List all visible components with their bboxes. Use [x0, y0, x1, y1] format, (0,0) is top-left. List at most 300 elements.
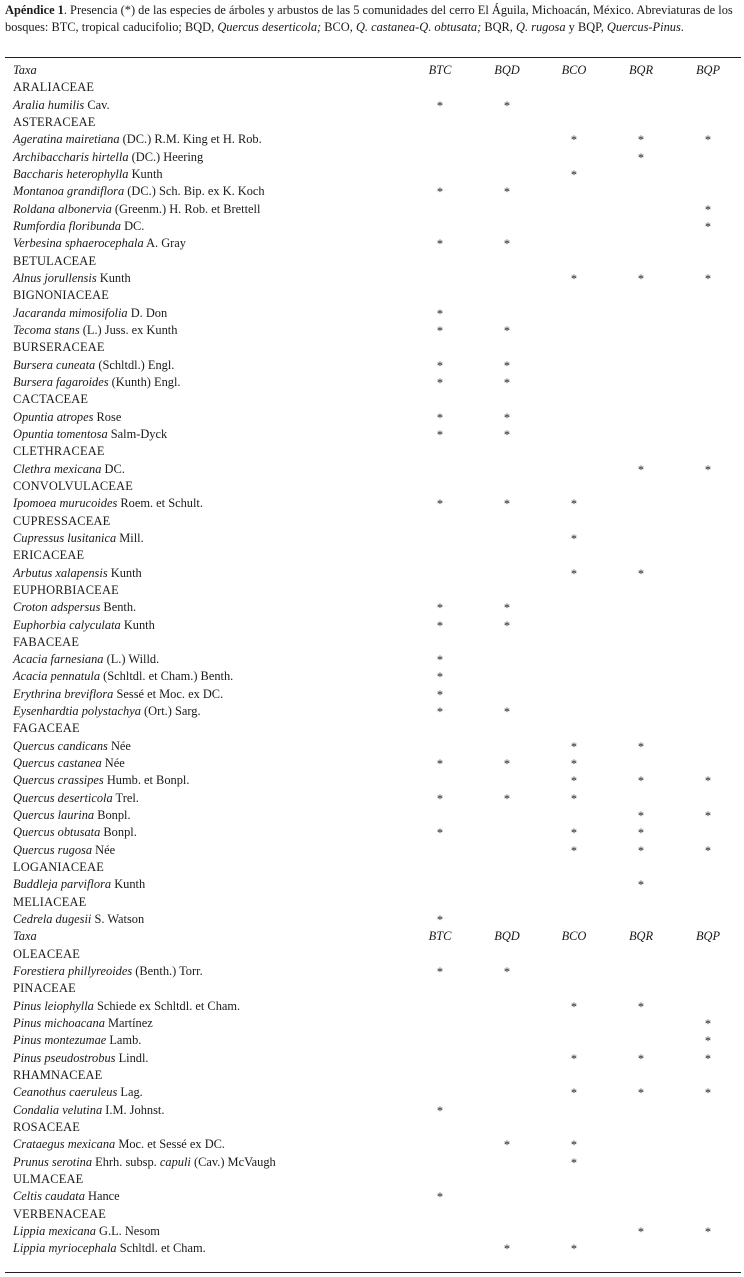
- presence-mark: *: [503, 98, 511, 113]
- presence-mark: *: [637, 774, 645, 789]
- species-row: [0, 305, 744, 322]
- presence-mark: *: [704, 809, 712, 824]
- header-bco: BCO: [561, 929, 587, 944]
- species-row: [0, 807, 744, 824]
- species-author: (Ort.) Sarg.: [140, 704, 201, 719]
- species-name: [13, 824, 137, 841]
- species-name: [13, 790, 139, 807]
- presence-mark: *: [503, 497, 511, 512]
- species-binomial: Buddleja parviflora: [13, 877, 112, 892]
- family-row: [0, 1206, 744, 1223]
- family-row: [0, 253, 744, 270]
- family-name: RHAMNACEAE: [13, 1068, 103, 1083]
- species-name: [13, 1084, 143, 1101]
- family-name: PINACEAE: [13, 981, 76, 996]
- family-row: [0, 478, 744, 495]
- presence-mark: *: [503, 237, 511, 252]
- family-name: VERBENACEAE: [13, 1206, 107, 1221]
- species-row: [0, 409, 744, 426]
- family-row: [0, 443, 744, 460]
- presence-mark: *: [570, 1242, 578, 1257]
- presence-mark: *: [436, 826, 444, 841]
- species-author: Bonpl.: [100, 825, 137, 840]
- species-binomial: Euphorbia calyculata: [13, 617, 121, 632]
- species-row: [0, 1102, 744, 1119]
- species-binomial: Acacia farnesiana: [13, 652, 104, 667]
- presence-mark: *: [503, 618, 511, 633]
- presence-mark: *: [704, 202, 712, 217]
- family-row: [0, 391, 744, 408]
- species-binomial: Tecoma stans: [13, 322, 80, 337]
- species-author: A. Gray: [143, 236, 186, 251]
- family-name: ARALIACEAE: [13, 80, 95, 95]
- species-binomial: Pinus michoacana: [13, 1016, 105, 1031]
- presence-mark: *: [436, 185, 444, 200]
- species-binomial: Quercus castanea: [13, 756, 102, 771]
- presence-mark: *: [436, 653, 444, 668]
- species-row: [0, 738, 744, 755]
- presence-mark: *: [570, 999, 578, 1014]
- presence-mark: *: [637, 843, 645, 858]
- family-name: CLETHRACEAE: [13, 444, 105, 459]
- species-binomial: Condalia velutina: [13, 1102, 103, 1117]
- family-name: EUPHORBIACEAE: [13, 582, 119, 597]
- species-author: Lag.: [117, 1085, 143, 1100]
- family-row: [0, 1171, 744, 1188]
- species-row: [0, 842, 744, 859]
- presence-mark: *: [637, 133, 645, 148]
- species-author: D. Don: [127, 305, 168, 320]
- species-author: Kunth: [120, 617, 155, 632]
- presence-mark: *: [436, 497, 444, 512]
- family-row: [0, 946, 744, 963]
- family-name: FAGACEAE: [13, 721, 80, 736]
- header-bqp: BQP: [695, 63, 721, 77]
- species-row: [0, 357, 744, 374]
- species-row: [0, 911, 744, 928]
- species-row: [0, 201, 744, 218]
- presence-mark: *: [503, 375, 511, 390]
- species-author: Schiede ex Schltdl. et Cham.: [93, 998, 241, 1013]
- species-row: [0, 149, 744, 166]
- presence-mark: *: [436, 618, 444, 633]
- species-author: Kunth: [96, 270, 131, 285]
- presence-mark: *: [637, 809, 645, 824]
- family-row: [0, 720, 744, 737]
- species-author: (Kunth) Engl.: [108, 374, 181, 389]
- species-name: [13, 1136, 225, 1153]
- header-bco: BCO: [561, 63, 587, 77]
- species-infraspecific: capuli: [159, 1154, 191, 1169]
- presence-mark: *: [436, 427, 444, 442]
- presence-mark: *: [503, 791, 511, 806]
- presence-mark: *: [436, 757, 444, 772]
- species-binomial: Clethra mexicana: [13, 461, 102, 476]
- caption-label: Apéndice 1: [5, 3, 64, 17]
- species-row: [0, 1223, 744, 1240]
- species-row: [0, 426, 744, 443]
- species-name: [13, 565, 142, 582]
- species-binomial: Erythrina breviflora: [13, 686, 114, 701]
- family-row: [0, 1067, 744, 1084]
- species-name: [13, 1050, 149, 1067]
- family-row: [0, 634, 744, 651]
- presence-mark: *: [570, 167, 578, 182]
- species-name: [13, 842, 115, 859]
- presence-mark: *: [503, 410, 511, 425]
- species-binomial: Baccharis heterophylla: [13, 166, 129, 181]
- species-author: DC.: [101, 461, 125, 476]
- family-name: FABACEAE: [13, 634, 80, 649]
- species-binomial: Cupressus lusitanica: [13, 530, 117, 545]
- presence-mark: *: [436, 237, 444, 252]
- species-author: Née: [101, 756, 125, 771]
- family-row: [0, 859, 744, 876]
- header-bqr: BQR: [628, 929, 654, 944]
- species-binomial: Rumfordia floribunda: [13, 218, 121, 233]
- presence-mark: *: [570, 531, 578, 546]
- species-author: (DC.) Sch. Bip. ex K. Koch: [124, 184, 265, 199]
- species-author: Mill.: [116, 530, 144, 545]
- species-name: [13, 1188, 120, 1205]
- species-author: S. Watson: [91, 912, 145, 927]
- species-name: [13, 911, 144, 928]
- species-name: [13, 1032, 141, 1049]
- species-binomial: Opuntia tomentosa: [13, 426, 108, 441]
- species-row: [0, 1136, 744, 1153]
- family-name: LOGANIACEAE: [13, 860, 104, 875]
- species-binomial: Quercus deserticola: [13, 790, 113, 805]
- species-binomial: Bursera cuneata: [13, 357, 96, 372]
- species-row: [0, 270, 744, 287]
- presence-mark: *: [436, 1103, 444, 1118]
- species-name: [13, 97, 110, 114]
- species-row: [0, 876, 744, 893]
- family-row: [0, 582, 744, 599]
- family-row: [0, 339, 744, 356]
- presence-mark: *: [704, 1086, 712, 1101]
- species-binomial: Ageratina mairetiana: [13, 132, 120, 147]
- species-row: [0, 651, 744, 668]
- presence-mark: *: [570, 843, 578, 858]
- species-row: [0, 998, 744, 1015]
- presence-mark: *: [704, 219, 712, 234]
- header-bqd: BQD: [494, 929, 520, 944]
- species-row: [0, 772, 744, 789]
- species-row: [0, 1050, 744, 1067]
- bottom-rule: [5, 1272, 741, 1273]
- species-name: [13, 235, 186, 252]
- presence-mark: *: [570, 133, 578, 148]
- presence-mark: *: [503, 1242, 511, 1257]
- species-binomial: Lippia mexicana: [13, 1223, 96, 1238]
- family-name: ERICACEAE: [13, 548, 85, 563]
- species-author: (DC.) Heering: [128, 149, 204, 164]
- presence-mark: *: [704, 1017, 712, 1032]
- species-name: [13, 876, 145, 893]
- species-row: [0, 963, 744, 980]
- species-name: [13, 426, 167, 443]
- presence-mark: *: [570, 1086, 578, 1101]
- presence-mark: *: [503, 323, 511, 338]
- species-row: [0, 790, 744, 807]
- species-row: [0, 565, 744, 582]
- species-binomial: Quercus obtusata: [13, 825, 101, 840]
- species-name: [13, 617, 155, 634]
- species-binomial: Pinus leiophylla: [13, 998, 94, 1013]
- species-author: (Benth.) Torr.: [132, 964, 203, 979]
- species-binomial: Quercus crassipes: [13, 773, 104, 788]
- species-binomial: Cedrela dugesii: [13, 912, 92, 927]
- presence-mark: *: [503, 185, 511, 200]
- family-name: ASTERACEAE: [13, 114, 96, 129]
- species-name: [13, 755, 125, 772]
- header-bqp: BQP: [695, 929, 721, 944]
- family-name: ROSACEAE: [13, 1120, 81, 1135]
- presence-mark: *: [704, 1034, 712, 1049]
- presence-mark: *: [570, 497, 578, 512]
- presence-mark: *: [436, 913, 444, 928]
- header-bqr: BQR: [628, 63, 654, 77]
- species-author: Humb. et Bonpl.: [103, 773, 190, 788]
- presence-mark: *: [570, 1155, 578, 1170]
- presence-mark: *: [436, 670, 444, 685]
- header-taxa: Taxa: [13, 929, 37, 944]
- presence-mark: *: [704, 843, 712, 858]
- presence-mark: *: [436, 705, 444, 720]
- presence-mark: *: [637, 878, 645, 893]
- family-row: [0, 114, 744, 131]
- species-author: Née: [92, 842, 116, 857]
- family-name: BETULACEAE: [13, 253, 97, 268]
- species-name: [13, 651, 159, 668]
- species-name: [13, 409, 121, 426]
- presence-mark: *: [637, 1051, 645, 1066]
- species-binomial: Forestiera phillyreoides: [13, 964, 133, 979]
- species-row: [0, 461, 744, 478]
- presence-mark: *: [637, 462, 645, 477]
- family-name: BIGNONIACEAE: [13, 288, 110, 303]
- species-author: Kunth: [107, 565, 142, 580]
- family-row: [0, 894, 744, 911]
- species-name: [13, 963, 203, 980]
- species-row: [0, 824, 744, 841]
- presence-mark: *: [637, 999, 645, 1014]
- species-row: [0, 617, 744, 634]
- species-name: [13, 149, 203, 166]
- species-row: [0, 374, 744, 391]
- family-row: [0, 980, 744, 997]
- species-author: I.M. Johnst.: [102, 1102, 165, 1117]
- species-name: [13, 461, 125, 478]
- family-row: [0, 287, 744, 304]
- species-name: [13, 218, 144, 235]
- species-row: [0, 1154, 744, 1171]
- species-author: Rose: [93, 409, 122, 424]
- species-row: [0, 599, 744, 616]
- family-name: CONVOLVULACEAE: [13, 478, 134, 493]
- top-rule: [5, 57, 741, 58]
- presence-mark: *: [436, 687, 444, 702]
- species-binomial: Aralia humilis: [13, 97, 85, 112]
- species-author: Lindl.: [115, 1050, 149, 1065]
- species-name: [13, 305, 167, 322]
- table-caption: Apéndice 1. Presencia (*) de las especies de árboles y arbustos de las 5 comunidades del cerro El Águila, Michoacán, México. Abreviaturas de los bosques: BTC, tropical caducifolio; BQD, Quercus deserticola; BCO, Q. castanea-Q. obtusata; BQR, Q. rugosa y BQP, Quercus-Pinus.: [5, 3, 733, 34]
- species-author: (L.) Juss. ex Kunth: [79, 322, 178, 337]
- species-author: (DC.) R.M. King et H. Rob.: [119, 132, 262, 147]
- species-name: [13, 772, 189, 789]
- species-binomial: Verbesina sphaerocephala: [13, 236, 144, 251]
- header-row: [0, 62, 744, 79]
- presence-mark: *: [570, 826, 578, 841]
- presence-mark: *: [503, 705, 511, 720]
- presence-mark: *: [436, 375, 444, 390]
- species-row: [0, 686, 744, 703]
- species-name: [13, 530, 144, 547]
- species-author: Ehrh. subsp.: [92, 1154, 160, 1169]
- species-binomial: Prunus serotina: [13, 1154, 93, 1169]
- presence-mark: *: [637, 271, 645, 286]
- species-author: Née: [107, 738, 131, 753]
- species-name: [13, 374, 181, 391]
- presence-mark: *: [436, 601, 444, 616]
- presence-mark: *: [436, 306, 444, 321]
- family-row: [0, 547, 744, 564]
- species-name: [13, 270, 131, 287]
- species-author: Sessé et Moc. ex DC.: [113, 686, 224, 701]
- species-binomial: Eysenhardtia polystachya: [13, 704, 141, 719]
- presence-mark: *: [637, 150, 645, 165]
- species-binomial: Roldana albonervia: [13, 201, 112, 216]
- species-row: [0, 668, 744, 685]
- species-name: [13, 668, 233, 685]
- header-btc: BTC: [428, 929, 452, 944]
- species-name: [13, 599, 136, 616]
- species-binomial: Ceanothus caeruleus: [13, 1085, 118, 1100]
- species-row: [0, 530, 744, 547]
- species-author: Schltdl. et Cham.: [116, 1241, 206, 1256]
- species-name: [13, 322, 177, 339]
- presence-mark: *: [503, 358, 511, 373]
- species-author: Bonpl.: [94, 808, 131, 823]
- species-author: (Cav.) McVaugh: [190, 1154, 276, 1169]
- presence-mark: *: [436, 410, 444, 425]
- presence-mark: *: [503, 427, 511, 442]
- presence-mark: *: [503, 965, 511, 980]
- presence-mark: *: [637, 1086, 645, 1101]
- species-row: [0, 131, 744, 148]
- presence-mark: *: [570, 791, 578, 806]
- presence-mark: *: [637, 1224, 645, 1239]
- species-row: [0, 755, 744, 772]
- species-name: [13, 166, 163, 183]
- presence-mark: *: [704, 1224, 712, 1239]
- header-taxa: Taxa: [13, 63, 37, 77]
- family-name: CACTACEAE: [13, 392, 89, 407]
- species-author: (Schltdl. et Cham.) Benth.: [100, 669, 234, 684]
- species-name: [13, 1240, 206, 1257]
- family-name: MELIACEAE: [13, 894, 87, 909]
- species-name: [13, 738, 131, 755]
- species-binomial: Celtis caudata: [13, 1189, 85, 1204]
- species-binomial: Lippia myriocephala: [13, 1241, 117, 1256]
- species-name: [13, 1223, 160, 1240]
- presence-mark: *: [436, 965, 444, 980]
- species-binomial: Crataegus mexicana: [13, 1137, 116, 1152]
- presence-mark: *: [704, 133, 712, 148]
- species-binomial: Croton adspersus: [13, 600, 101, 615]
- species-row: [0, 495, 744, 512]
- species-row: [0, 322, 744, 339]
- species-author: Cav.: [84, 97, 110, 112]
- species-binomial: Arbutus xalapensis: [13, 565, 108, 580]
- species-name: [13, 201, 260, 218]
- species-table: [0, 62, 744, 1258]
- species-name: [13, 1015, 153, 1032]
- presence-mark: *: [503, 757, 511, 772]
- family-name: CUPRESSACEAE: [13, 513, 111, 528]
- family-name: BURSERACEAE: [13, 340, 105, 355]
- species-name: [13, 1154, 276, 1171]
- species-author: Lamb.: [106, 1033, 142, 1048]
- presence-mark: *: [436, 358, 444, 373]
- species-row: [0, 1240, 744, 1257]
- family-row: [0, 1119, 744, 1136]
- species-row: [0, 166, 744, 183]
- species-row: [0, 1084, 744, 1101]
- header-row: [0, 928, 744, 945]
- species-row: [0, 97, 744, 114]
- species-author: (L.) Willd.: [103, 652, 160, 667]
- species-author: (Schltdl.) Engl.: [95, 357, 175, 372]
- species-binomial: Pinus pseudostrobus: [13, 1050, 116, 1065]
- species-binomial: Quercus candicans: [13, 738, 108, 753]
- presence-mark: *: [570, 1138, 578, 1153]
- species-author: Trel.: [112, 790, 139, 805]
- species-author: Moc. et Sessé ex DC.: [115, 1137, 225, 1152]
- species-name: [13, 131, 262, 148]
- species-binomial: Ipomoea murucoides: [13, 496, 118, 511]
- species-name: [13, 183, 265, 200]
- species-name: [13, 357, 174, 374]
- species-author: Roem. et Schult.: [117, 496, 203, 511]
- species-name: [13, 495, 203, 512]
- header-bqd: BQD: [494, 63, 520, 77]
- presence-mark: *: [570, 1051, 578, 1066]
- species-author: DC.: [120, 218, 145, 233]
- species-row: [0, 703, 744, 720]
- species-author: Hance: [84, 1189, 120, 1204]
- species-author: (Greenm.) H. Rob. et Brettell: [111, 201, 261, 216]
- presence-mark: *: [436, 1190, 444, 1205]
- species-row: [0, 235, 744, 252]
- family-row: [0, 79, 744, 96]
- species-binomial: Acacia pennatula: [13, 669, 101, 684]
- presence-mark: *: [503, 601, 511, 616]
- family-name: ULMACEAE: [13, 1172, 84, 1186]
- species-row: [0, 183, 744, 200]
- species-row: [0, 1032, 744, 1049]
- species-name: [13, 807, 131, 824]
- species-author: Kunth: [111, 877, 146, 892]
- species-binomial: Bursera fagaroides: [13, 374, 109, 389]
- presence-mark: *: [436, 98, 444, 113]
- presence-mark: *: [704, 1051, 712, 1066]
- presence-mark: *: [570, 271, 578, 286]
- presence-mark: *: [436, 791, 444, 806]
- species-row: [0, 218, 744, 235]
- presence-mark: *: [704, 774, 712, 789]
